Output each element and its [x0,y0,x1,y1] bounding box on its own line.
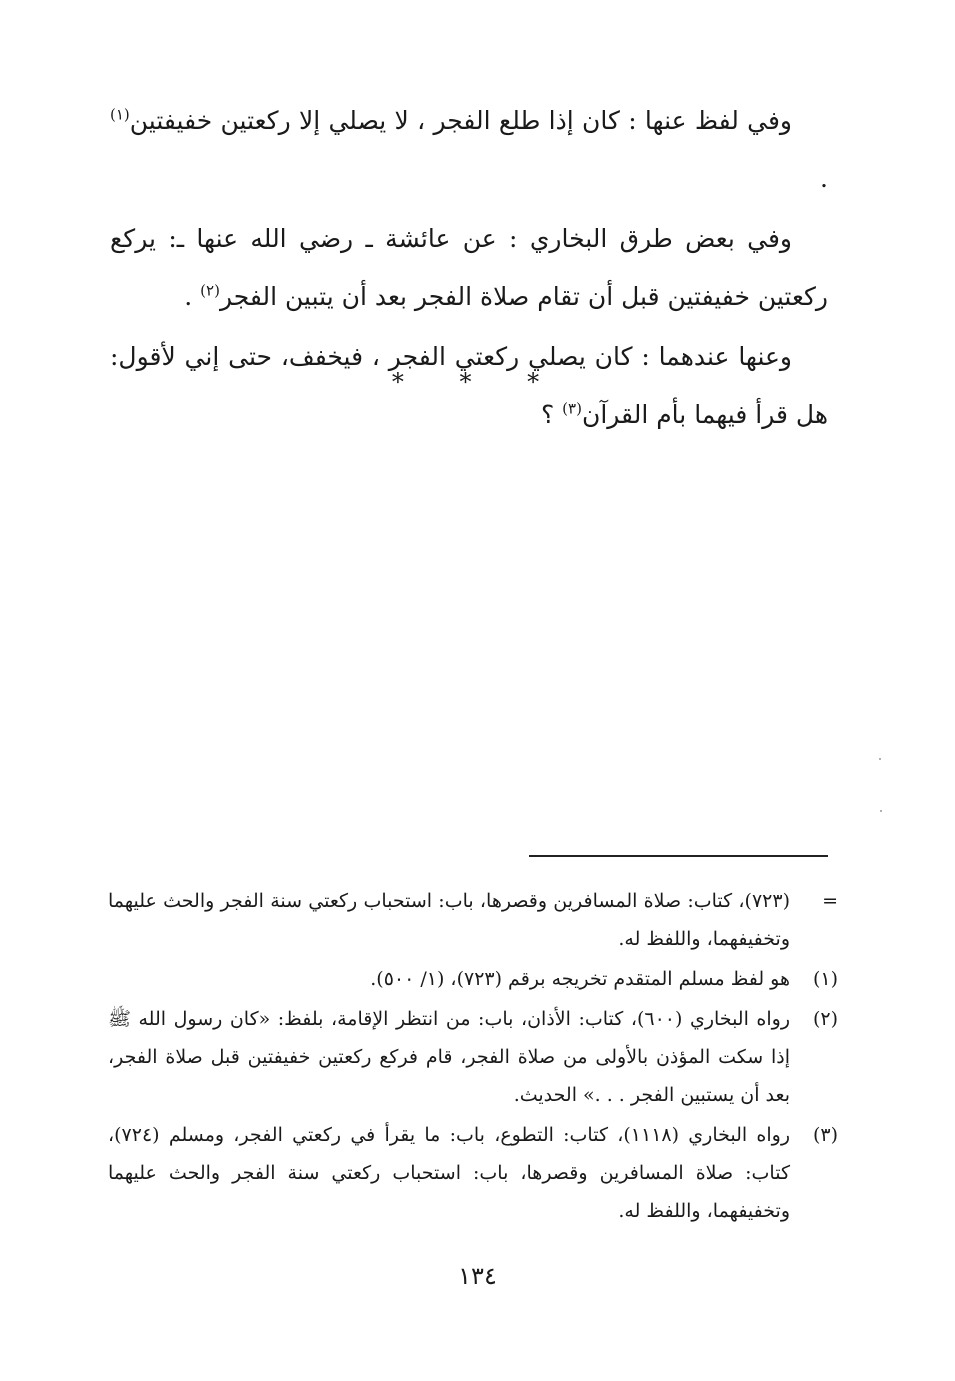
scan-speck [879,758,881,760]
paragraph-end: . [820,164,828,193]
footnote-text: (٧٢٣)، كتاب: صلاة المسافرين وقصرها، باب: استحباب ركعتي سنة الفجر والحث عليهما وتخفيفهما، واللفظ له. [108,890,790,950]
footnote-ref[interactable]: (٢) [200,281,220,300]
section-separator: * * * [391,368,564,396]
footnote-divider [529,855,828,857]
scan-speck [880,810,882,812]
footnote-2 [108,1000,838,1114]
paragraph-text: وفي بعض طرق البخاري : عن عائشة ـ رضي الله عنها ـ: يركع ركعتين خفيفتين قبل أن تقام صلاة الفجر بعد أن يتبين الفجر [110,224,828,311]
footnote-marker: = [822,890,838,912]
footnote-ref[interactable]: (١) [110,105,130,124]
page-number: ١٣٤ [458,1262,497,1290]
footnotes [108,882,838,1232]
scan-specks [878,758,884,818]
footnote-marker: (٣) [812,1124,838,1146]
footnote-1 [108,960,838,998]
footnote-text: هو لفظ مسلم المتقدم تخريجه برقم (٧٢٣)، (١/ ٥٠٠). [370,968,790,990]
paragraph-2 [110,210,828,326]
paragraph-end: ؟ [540,400,563,429]
footnote-marker: (٢) [812,1008,838,1030]
footnote-ref[interactable]: (٣) [562,399,582,418]
footnote-marker: (١) [812,968,838,990]
footnote-continued [108,882,838,958]
footnote-text: رواه البخاري (١١١٨)، كتاب: التطوع، باب: ما يقرأ في ركعتي الفجر، ومسلم (٧٢٤)، كتاب: صلاة المسافرين وقصرها، باب: استحباب ركعتي سنة الفجر والحث عليهما وتخفيفهما، واللفظ له. [108,1124,790,1222]
paragraph-end: . [184,282,201,311]
footnote-3 [108,1116,838,1230]
paragraph-1 [110,92,828,208]
paragraph-text: وفي لفظ عنها : كان إذا طلع الفجر ، لا يصلي إلا ركعتين خفيفتين [129,106,792,135]
paragraph-text: وعنها عندهما : كان يصلي ركعتي الفجر ، فيخفف، حتى إني لأقول: هل قرأ فيهما بأم القرآن [110,342,828,429]
footnote-text: رواه البخاري (٦٠٠)، كتاب: الأذان، باب: من انتظر الإقامة، بلفظ: «كان رسول الله ﷺ إذا سكت المؤذن بالأولى من صلاة الفجر، قام فركع ركعتين خفيفتين قبل صلاة الفجر، بعد أن يستبين الفجر . . .» الحديث. [108,1008,790,1106]
